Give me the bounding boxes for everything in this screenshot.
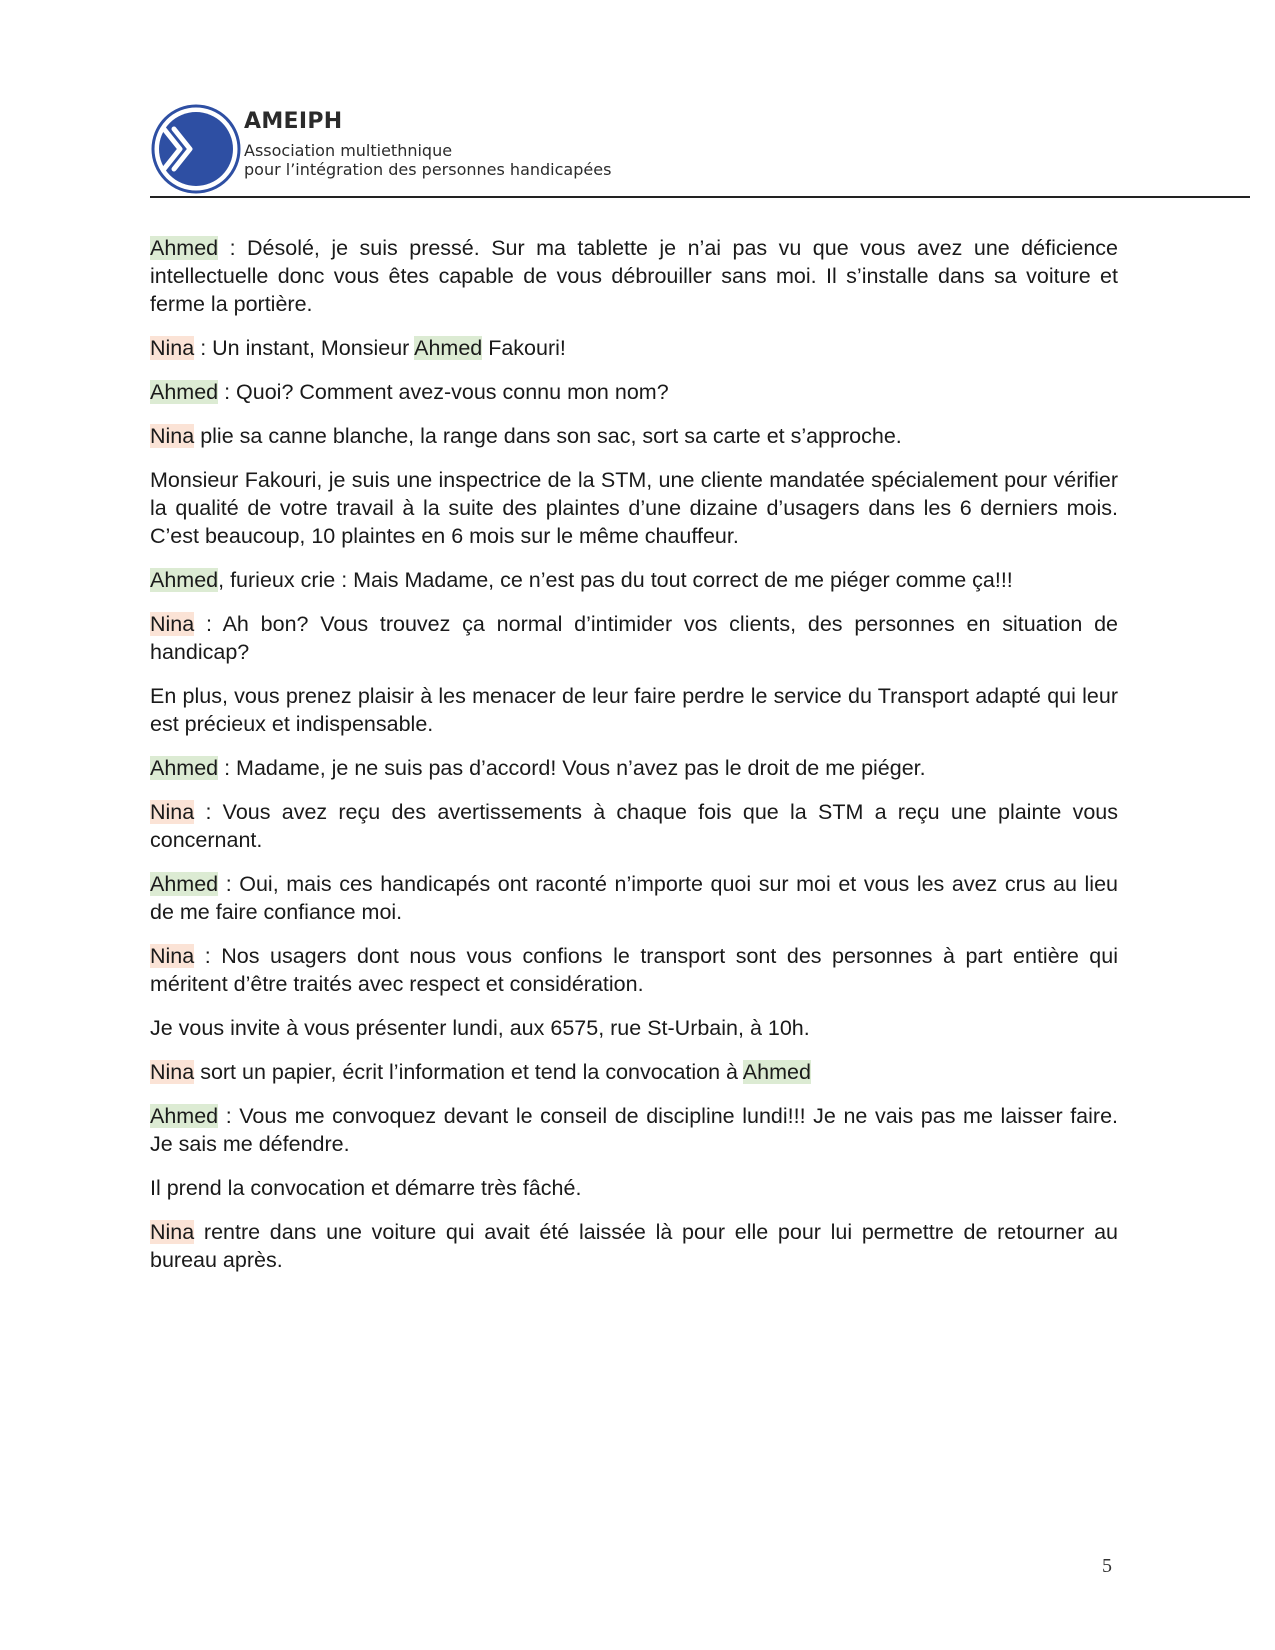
paragraph-5: Monsieur Fakouri, je suis une inspectrice de la STM, une cliente mandatée spécialement pour vérifier la qualité de votre travail à la suite des plaintes d’une dizaine d’usagers dans les 6 derniers mois. C’est beaucoup, 10 plaintes en 6 mois sur le même chauffeur. [150,468,1118,548]
paragraph-text: : Ah bon? Vous trouvez ça normal d’intimider vos clients, des personnes en situation de handicap? [150,612,1118,664]
org-short-name: AMEIPH [244,109,343,134]
speaker-nina: Nina [150,336,195,360]
speaker-nina: Nina [150,944,195,968]
paragraph-text: rentre dans une voiture qui avait été laissée là pour elle pour lui permettre de retourner au bureau après. [150,1220,1118,1272]
paragraph-text: : Nos usagers dont nous vous confions le transport sont des personnes à part entière qui méritent d’être traités avec respect et considération. [150,944,1118,996]
header-divider [150,196,1250,198]
paragraph-17 [150,1218,1118,1274]
paragraph-10 [150,798,1118,854]
paragraph-13: Je vous invite à vous présenter lundi, aux 6575, rue St-Urbain, à 10h. [150,1016,810,1040]
paragraph-7 [150,610,1118,666]
paragraph-text: : Oui, mais ces handicapés ont raconté n’importe quoi sur moi et vous les avez crus au lieu de me faire confiance moi. [150,872,1118,924]
paragraph-16: Il prend la convocation et démarre très fâché. [150,1176,582,1200]
name-ahmed: Ahmed [414,336,483,360]
speaker-nina: Nina [150,612,195,636]
org-full-name-line-2: pour l’intégration des personnes handicapées [244,160,612,179]
ameiph-logo-icon [150,103,242,195]
name-nina: Nina [150,1060,195,1084]
paragraph-text: : Quoi? Comment avez-vous connu mon nom? [218,380,669,404]
name-nina: Nina [150,1220,195,1244]
name-ahmed: Ahmed [742,1060,811,1084]
dialogue-body [150,234,1118,1290]
paragraph-1 [150,234,1118,318]
speaker-nina: Nina [150,800,195,824]
name-nina: Nina [150,424,195,448]
paragraph-12 [150,942,1118,998]
paragraph-text: : Un instant, Monsieur [194,336,415,360]
paragraph-9 [150,754,1118,782]
paragraph-text: Fakouri! [482,336,566,360]
speaker-ahmed: Ahmed [150,568,219,592]
paragraph-text: : Madame, je ne suis pas d’accord! Vous n’avez pas le droit de me piéger. [218,756,926,780]
org-full-name-line-1: Association multiethnique [244,141,453,160]
speaker-ahmed: Ahmed [150,380,219,404]
speaker-ahmed: Ahmed [150,756,219,780]
paragraph-text: : Vous me convoquez devant le conseil de discipline lundi!!! Je ne vais pas me laisser faire. Je sais me défendre. [150,1104,1118,1156]
document-header [150,103,1250,195]
paragraph-8: En plus, vous prenez plaisir à les menacer de leur faire perdre le service du Transport adapté qui leur est précieux et indispensable. [150,684,1118,736]
paragraph-text: , furieux crie : Mais Madame, ce n’est pas du tout correct de me piéger comme ça!!! [218,568,1013,592]
paragraph-text: plie sa canne blanche, la range dans son sac, sort sa carte et s’approche. [194,424,902,448]
paragraph-text: : Désolé, je suis pressé. Sur ma tablette je n’ai pas vu que vous avez une déficience intellectuelle donc vous êtes capable de vous débrouiller sans moi. Il s’installe dans sa voiture et ferme la portière. [150,236,1118,316]
paragraph-14 [150,1058,1118,1086]
speaker-ahmed: Ahmed [150,236,219,260]
page-number: 5 [1102,1555,1112,1577]
paragraph-text: : Vous avez reçu des avertissements à chaque fois que la STM a reçu une plainte vous concernant. [150,800,1118,852]
speaker-ahmed: Ahmed [150,1104,219,1128]
paragraph-3 [150,378,1118,406]
paragraph-15 [150,1102,1118,1158]
paragraph-2 [150,334,1118,362]
paragraph-text: sort un papier, écrit l’information et tend la convocation à [194,1060,743,1084]
paragraph-11 [150,870,1118,926]
paragraph-4 [150,422,1118,450]
speaker-ahmed: Ahmed [150,872,219,896]
paragraph-6 [150,566,1118,594]
